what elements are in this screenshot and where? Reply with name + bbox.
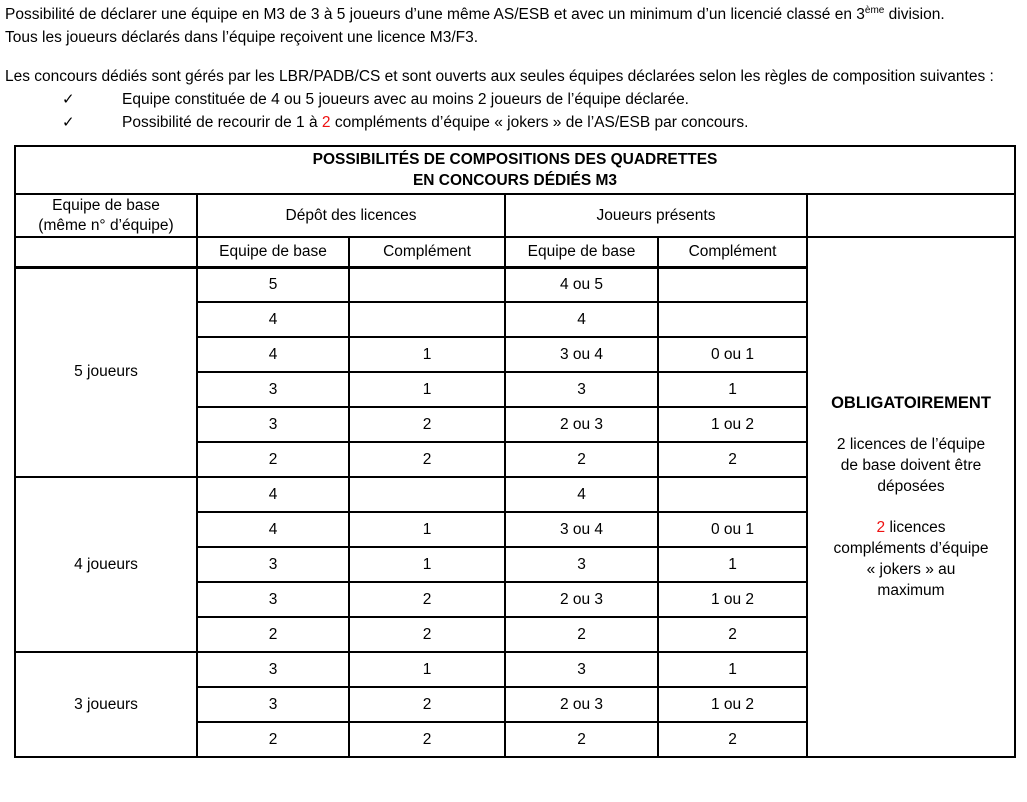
table-cell: 4 bbox=[505, 477, 658, 512]
bullet-text-segment: Possibilité de recourir de 1 à bbox=[122, 114, 322, 131]
rules-paragraph: Les concours dédiés sont gérés par les LBR/PADB/CS et sont ouverts aux seules équipes déclarées selon les règles de composition suivantes : bbox=[5, 68, 994, 85]
table-cell: 1 bbox=[658, 372, 807, 407]
table-cell: 2 ou 3 bbox=[505, 582, 658, 617]
table-cell bbox=[658, 267, 807, 302]
table-header-row-1 bbox=[15, 194, 1015, 237]
obligation-note-cell bbox=[807, 237, 1015, 757]
table-cell bbox=[349, 302, 505, 337]
bullet-text: Equipe constituée de 4 ou 5 joueurs avec au moins 2 joueurs de l’équipe déclarée. bbox=[122, 91, 689, 108]
table-cell bbox=[658, 477, 807, 512]
table-cell: 3 bbox=[197, 582, 349, 617]
table-cell: 3 bbox=[197, 652, 349, 687]
table-cell: 1 bbox=[349, 372, 505, 407]
table-cell: 1 bbox=[349, 652, 505, 687]
table-cell: 2 bbox=[349, 617, 505, 652]
table-cell: 1 bbox=[349, 337, 505, 372]
note-licences-base: 2 licences de l’équipe de base doivent être déposées bbox=[836, 436, 986, 495]
table-cell: 3 bbox=[197, 407, 349, 442]
bullet-red-number: 2 bbox=[321, 114, 331, 131]
note-title: OBLIGATOIREMENT bbox=[831, 394, 991, 412]
table-cell: 2 ou 3 bbox=[505, 687, 658, 722]
table-cell: 3 bbox=[197, 687, 349, 722]
bullet-item-jokers bbox=[5, 111, 1021, 134]
table-cell: 1 bbox=[658, 547, 807, 582]
subheader-presents-complement: Complément bbox=[658, 237, 807, 267]
quadrettes-composition-table bbox=[14, 145, 1016, 758]
table-cell: 4 bbox=[197, 337, 349, 372]
note-licences-jokers bbox=[808, 517, 1014, 601]
header-depot-licences: Dépôt des licences bbox=[197, 194, 505, 237]
table-cell: 2 bbox=[658, 722, 807, 757]
subheader-presents-equipe: Equipe de base bbox=[505, 237, 658, 267]
table-cell: 2 ou 3 bbox=[505, 407, 658, 442]
note-red-number: 2 bbox=[876, 519, 886, 536]
table-cell: 3 bbox=[197, 372, 349, 407]
table-cell: 2 bbox=[349, 722, 505, 757]
table-cell: 2 bbox=[197, 617, 349, 652]
table-cell: 1 ou 2 bbox=[658, 407, 807, 442]
table-cell: 3 bbox=[197, 547, 349, 582]
header-equipe-de-base: Equipe de base (même n° d’équipe) bbox=[15, 194, 197, 237]
empty-subheader-cell bbox=[15, 237, 197, 267]
table-cell: 2 bbox=[505, 617, 658, 652]
intro-paragraph bbox=[5, 3, 1021, 26]
table-cell bbox=[349, 477, 505, 512]
table-cell: 1 ou 2 bbox=[658, 582, 807, 617]
table-title-row bbox=[15, 146, 1015, 194]
table-cell: 3 bbox=[505, 372, 658, 407]
table-cell: 4 bbox=[197, 512, 349, 547]
table-cell: 2 bbox=[349, 442, 505, 477]
table-cell: 3 ou 4 bbox=[505, 337, 658, 372]
subheader-depot-equipe: Equipe de base bbox=[197, 237, 349, 267]
intro-text-after-superscript: division. bbox=[884, 6, 945, 23]
row-group-label: 4 joueurs bbox=[15, 477, 197, 652]
table-cell: 1 bbox=[658, 652, 807, 687]
table-cell: 2 bbox=[349, 407, 505, 442]
table-title: POSSIBILITÉS DE COMPOSITIONS DES QUADRETTES EN CONCOURS DÉDIÉS M3 bbox=[15, 146, 1015, 194]
note-text-lines: compléments d’équipe « jokers » au maximum bbox=[833, 540, 989, 599]
table-cell: 2 bbox=[197, 442, 349, 477]
table-cell: 1 bbox=[349, 512, 505, 547]
table-cell: 4 bbox=[197, 477, 349, 512]
licence-paragraph: Tous les joueurs déclarés dans l’équipe reçoivent une licence M3/F3. bbox=[5, 29, 479, 46]
table-cell: 0 ou 1 bbox=[658, 337, 807, 372]
table-header-row-2 bbox=[15, 237, 1015, 267]
intro-text-before-superscript: Possibilité de déclarer une équipe en M3 de 3 à 5 joueurs d’une même AS/ESB et avec un minimum d’un licencié classé en 3 bbox=[5, 6, 865, 23]
table-cell: 4 bbox=[505, 302, 658, 337]
table-cell: 4 bbox=[197, 302, 349, 337]
ordinal-superscript: ème bbox=[864, 4, 885, 16]
table-cell: 2 bbox=[505, 722, 658, 757]
table-cell: 3 ou 4 bbox=[505, 512, 658, 547]
table-cell bbox=[658, 302, 807, 337]
bullet-text bbox=[122, 111, 748, 134]
empty-header-cell bbox=[807, 194, 1015, 237]
table-cell bbox=[349, 267, 505, 302]
table-cell: 1 ou 2 bbox=[658, 687, 807, 722]
table-cell: 0 ou 1 bbox=[658, 512, 807, 547]
row-group-label: 3 joueurs bbox=[15, 652, 197, 757]
table-cell: 2 bbox=[197, 722, 349, 757]
table-cell: 2 bbox=[349, 687, 505, 722]
checkmark-icon: ✓ bbox=[62, 91, 75, 108]
table-cell: 2 bbox=[505, 442, 658, 477]
checkmark-icon: ✓ bbox=[62, 114, 75, 131]
table-cell: 4 ou 5 bbox=[505, 267, 658, 302]
bullet-text-segment: compléments d’équipe « jokers » de l’AS/ESB par concours. bbox=[330, 114, 749, 131]
subheader-depot-complement: Complément bbox=[349, 237, 505, 267]
header-joueurs-presents: Joueurs présents bbox=[505, 194, 807, 237]
table-cell: 2 bbox=[658, 442, 807, 477]
table-cell: 1 bbox=[349, 547, 505, 582]
note-text-segment: licences bbox=[885, 519, 946, 536]
table-cell: 3 bbox=[505, 652, 658, 687]
row-group-label: 5 joueurs bbox=[15, 267, 197, 477]
table-cell: 3 bbox=[505, 547, 658, 582]
table-cell: 2 bbox=[349, 582, 505, 617]
bullet-item-composition bbox=[5, 88, 1021, 111]
table-cell: 5 bbox=[197, 267, 349, 302]
table-cell: 2 bbox=[658, 617, 807, 652]
